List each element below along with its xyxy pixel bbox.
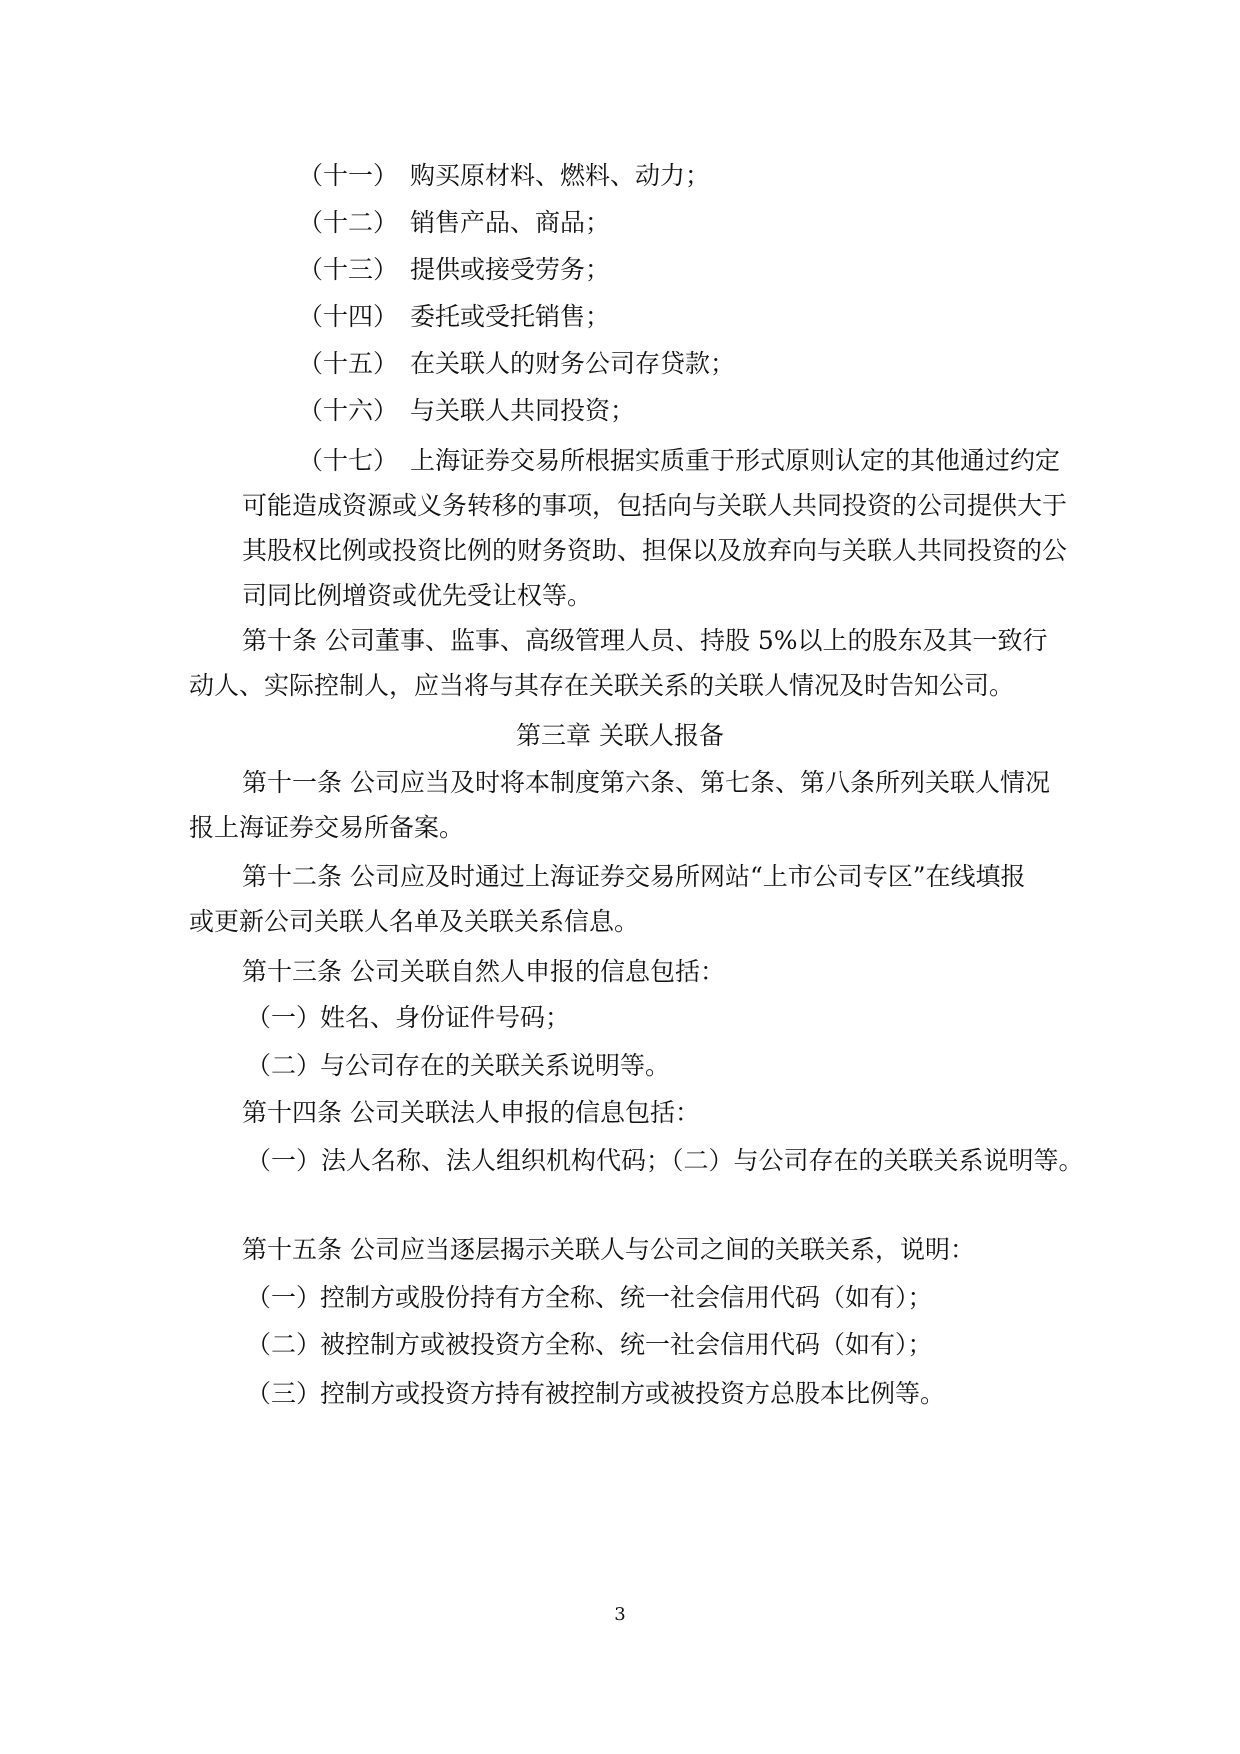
list-item-label: （二）	[246, 1051, 322, 1080]
list-item-label: （十七）	[298, 446, 399, 475]
article-10-line: 第十条 公司董事、监事、高级管理人员、持股 5%以上的股东及其一致行	[242, 626, 1048, 655]
list-item-text: 被控制方或被投资方全称、统一社会信用代码（如有）；	[320, 1330, 933, 1359]
article-12-line: 第十二条 公司应及时通过上海证券交易所网站“上市公司专区”在线填报	[242, 862, 1026, 891]
paragraph-line: 司同比例增资或优先受让权等。	[242, 581, 593, 610]
list-item-label: （十二）	[298, 208, 399, 237]
list-item-label: （一）	[246, 1283, 322, 1312]
article-12-line: 或更新公司关联人名单及关联关系信息。	[189, 907, 640, 936]
list-item-label: （十四）	[298, 302, 399, 331]
article-15: 第十五条 公司应当逐层揭示关联人与公司之间的关联关系，说明：	[242, 1235, 975, 1264]
list-item-label: （二）	[246, 1330, 322, 1359]
list-item-label: （十五）	[298, 349, 399, 378]
article-11-line: 第十一条 公司应当及时将本制度第六条、第七条、第八条所列关联人情况	[242, 768, 1050, 797]
list-item-text: 购买原材料、燃料、动力；	[410, 161, 711, 190]
article-14: 第十四条 公司关联法人申报的信息包括：	[242, 1098, 700, 1127]
article-13: 第十三条 公司关联自然人申报的信息包括：	[242, 957, 725, 986]
list-item-text: 控制方或投资方持有被控制方或被投资方总股本比例等。	[320, 1379, 946, 1408]
list-item-text: 在关联人的财务公司存贷款；	[410, 349, 736, 378]
list-item-text: 姓名、身份证件号码；	[320, 1003, 571, 1032]
article-10-line: 动人、实际控制人，应当将与其存在关联关系的关联人情况及时告知公司。	[189, 671, 1015, 700]
list-item-label: （十三）	[298, 255, 399, 284]
list-item-text: 上海证券交易所根据实质重于形式原则认定的其他通过约定	[410, 446, 1061, 475]
chapter-title: 第三章 关联人报备	[516, 721, 724, 750]
list-item-text: 销售产品、商品；	[410, 208, 611, 237]
paragraph-line: 可能造成资源或义务转移的事项，包括向与关联人共同投资的公司提供大于	[242, 491, 1068, 520]
list-item-text: 与关联人共同投资；	[410, 396, 636, 425]
list-item-text: 与公司存在的关联关系说明等。	[320, 1051, 671, 1080]
article-11-line: 报上海证券交易所备案。	[189, 813, 465, 842]
list-item-label: （一）	[246, 1003, 322, 1032]
article-14-items: （一）法人名称、法人组织机构代码；（二）与公司存在的关联关系说明等。	[246, 1146, 1084, 1175]
paragraph-line: 其股权比例或投资比例的财务资助、担保以及放弃向与关联人共同投资的公	[242, 536, 1068, 565]
list-item-text: 提供或接受劳务；	[410, 255, 611, 284]
list-item-text: 控制方或股份持有方全称、统一社会信用代码（如有）；	[320, 1283, 933, 1312]
page-number: 3	[614, 1604, 626, 1625]
list-item-label: （三）	[246, 1379, 322, 1408]
list-item-label: （十一）	[298, 161, 399, 190]
list-item-text: 委托或受托销售；	[410, 302, 611, 331]
list-item-label: （十六）	[298, 396, 399, 425]
